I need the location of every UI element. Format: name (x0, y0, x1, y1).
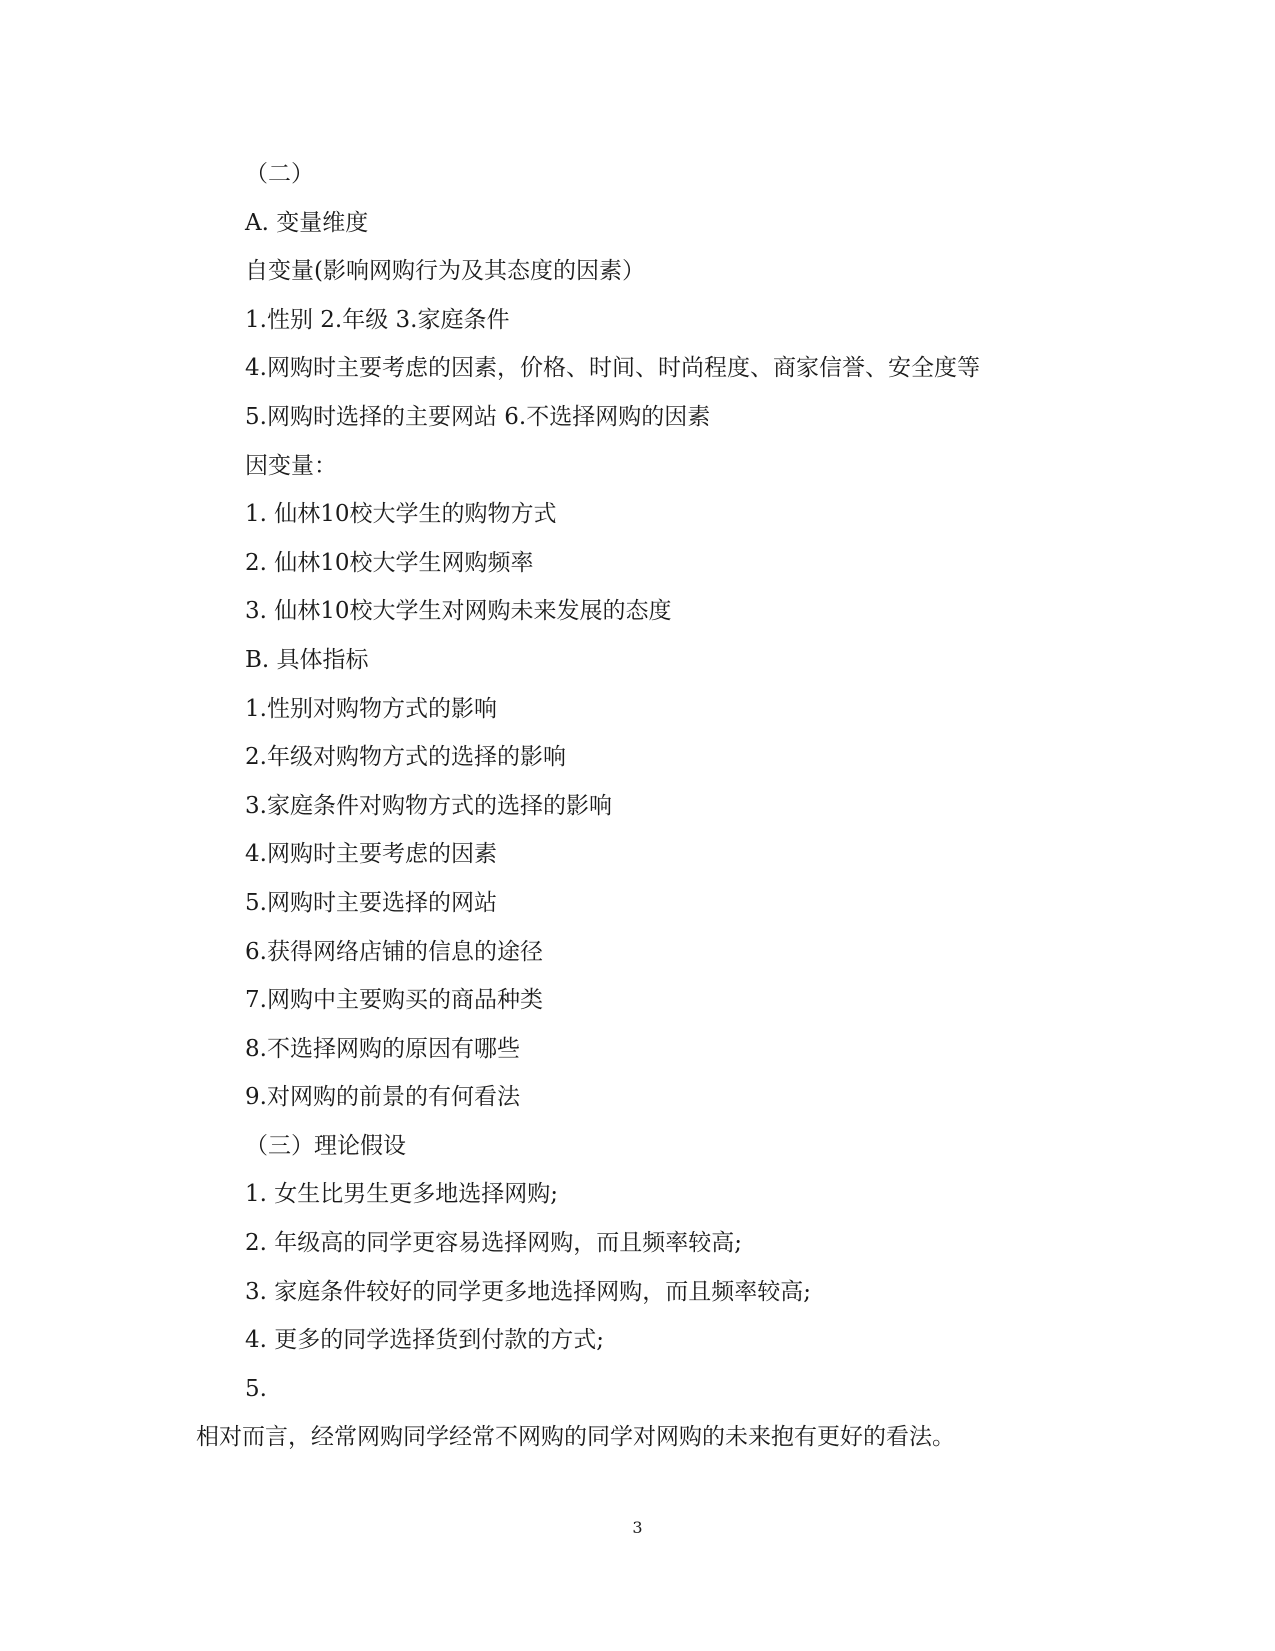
dependent-variable-heading: 因变量： (245, 452, 337, 479)
list-item: 9.对网购的前景的有何看法 (245, 1084, 520, 1111)
section-heading-2: （二） (245, 161, 314, 187)
page-number: 3 (632, 1518, 643, 1537)
list-item: 1. 女生比男生更多地选择网购; (245, 1181, 559, 1208)
list-item: 5. (245, 1375, 267, 1402)
independent-variable-heading: 自变量(影响网购行为及其态度的因素） (245, 258, 645, 285)
subheading-a: A. 变量维度 (245, 209, 369, 236)
list-item: 4.网购时主要考虑的因素，价格、时间、时尚程度、商家信誉、安全度等 (245, 355, 980, 382)
list-item: 2. 年级高的同学更容易选择网购，而且频率较高; (245, 1230, 743, 1257)
list-item: 7.网购中主要购买的商品种类 (245, 987, 543, 1014)
list-item: 1. 仙林10校大学生的购物方式 (245, 501, 557, 528)
paragraph: 相对而言，经常网购同学经常不网购的同学对网购的未来抱有更好的看法。 (196, 1424, 955, 1451)
list-item: 1.性别对购物方式的影响 (245, 695, 497, 722)
section-heading-3: （三）理论假设 (245, 1132, 406, 1159)
list-item: 4. 更多的同学选择货到付款的方式; (245, 1327, 605, 1354)
subheading-b: B. 具体指标 (245, 646, 369, 673)
list-item: 8.不选择网购的原因有哪些 (245, 1035, 520, 1062)
list-item: 2. 仙林10校大学生网购频率 (245, 549, 534, 576)
list-item: 2.年级对购物方式的选择的影响 (245, 744, 566, 771)
list-item: 3. 家庭条件较好的同学更多地选择网购，而且频率较高; (245, 1278, 812, 1305)
list-item: 5.网购时选择的主要网站 6.不选择网购的因素 (245, 403, 711, 430)
list-item: 3. 仙林10校大学生对网购未来发展的态度 (245, 598, 672, 625)
list-item: 4.网购时主要考虑的因素 (245, 841, 497, 868)
list-item: 1.性别 2.年级 3.家庭条件 (245, 306, 510, 333)
body-text (0, 150, 1275, 1462)
list-item: 5.网购时主要选择的网站 (245, 889, 497, 916)
list-item: 6.获得网络店铺的信息的途径 (245, 938, 543, 965)
list-item: 3.家庭条件对购物方式的选择的影响 (245, 792, 612, 819)
